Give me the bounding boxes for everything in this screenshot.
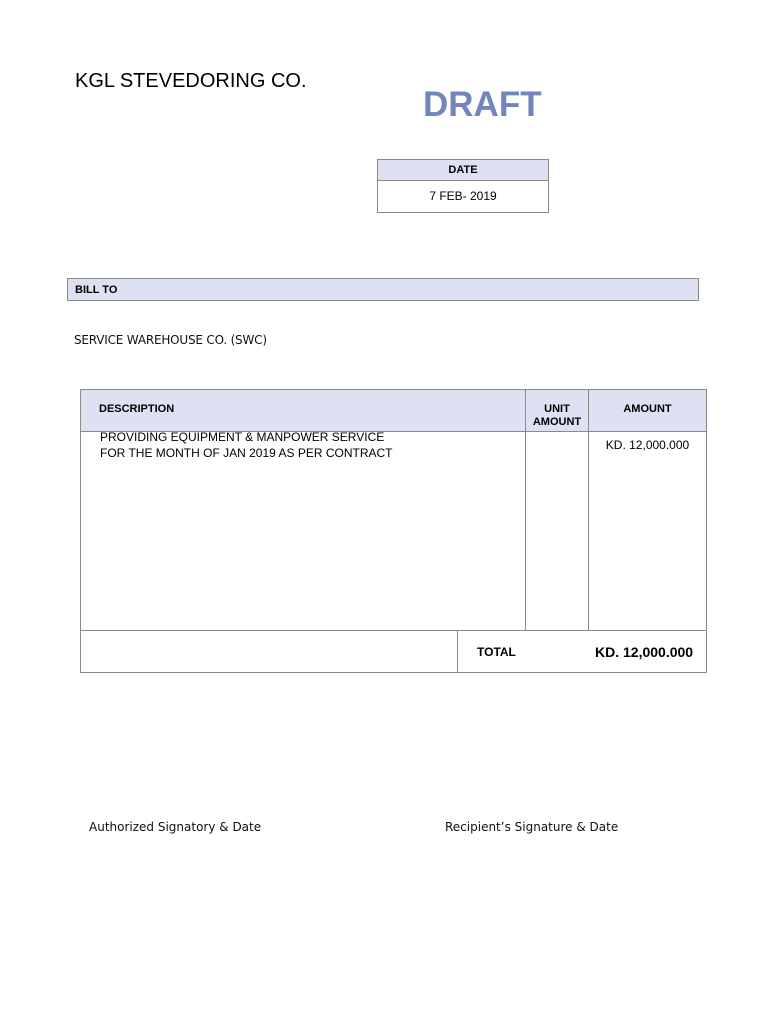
recipient-signature-label: Recipient’s Signature & Date (445, 820, 619, 834)
draft-watermark-label: DRAFT (423, 85, 542, 124)
column-divider (588, 390, 589, 630)
bill-to-name: SERVICE WAREHOUSE CO. (SWC) (74, 333, 267, 347)
authorized-signatory-label: Authorized Signatory & Date (89, 820, 262, 834)
total-value: KD. 12,000.000 (595, 644, 694, 660)
item-amount: KD. 12,000.000 (605, 438, 690, 452)
items-table (80, 389, 707, 673)
total-row-divider-vertical (457, 630, 458, 672)
item-description-line2: FOR THE MONTH OF JAN 2019 AS PER CONTRACT (100, 446, 393, 460)
item-description-line1: PROVIDING EQUIPMENT & MANPOWER SERVICE (100, 430, 385, 444)
column-header-unit-amount (526, 403, 588, 429)
total-label: TOTAL (477, 645, 516, 659)
column-header-description: DESCRIPTION (99, 403, 175, 415)
column-header-amount: AMOUNT (623, 403, 672, 415)
date-box (377, 159, 549, 213)
date-label: DATE (378, 160, 548, 181)
unit-amount-line1: UNIT (544, 403, 570, 415)
date-value: 7 FEB- 2019 (429, 189, 497, 203)
company-name: KGL STEVEDORING CO. (75, 70, 307, 92)
total-row-divider (81, 630, 706, 631)
unit-amount-line2: AMOUNT (532, 416, 582, 428)
bill-to-header: BILL TO (67, 278, 699, 301)
